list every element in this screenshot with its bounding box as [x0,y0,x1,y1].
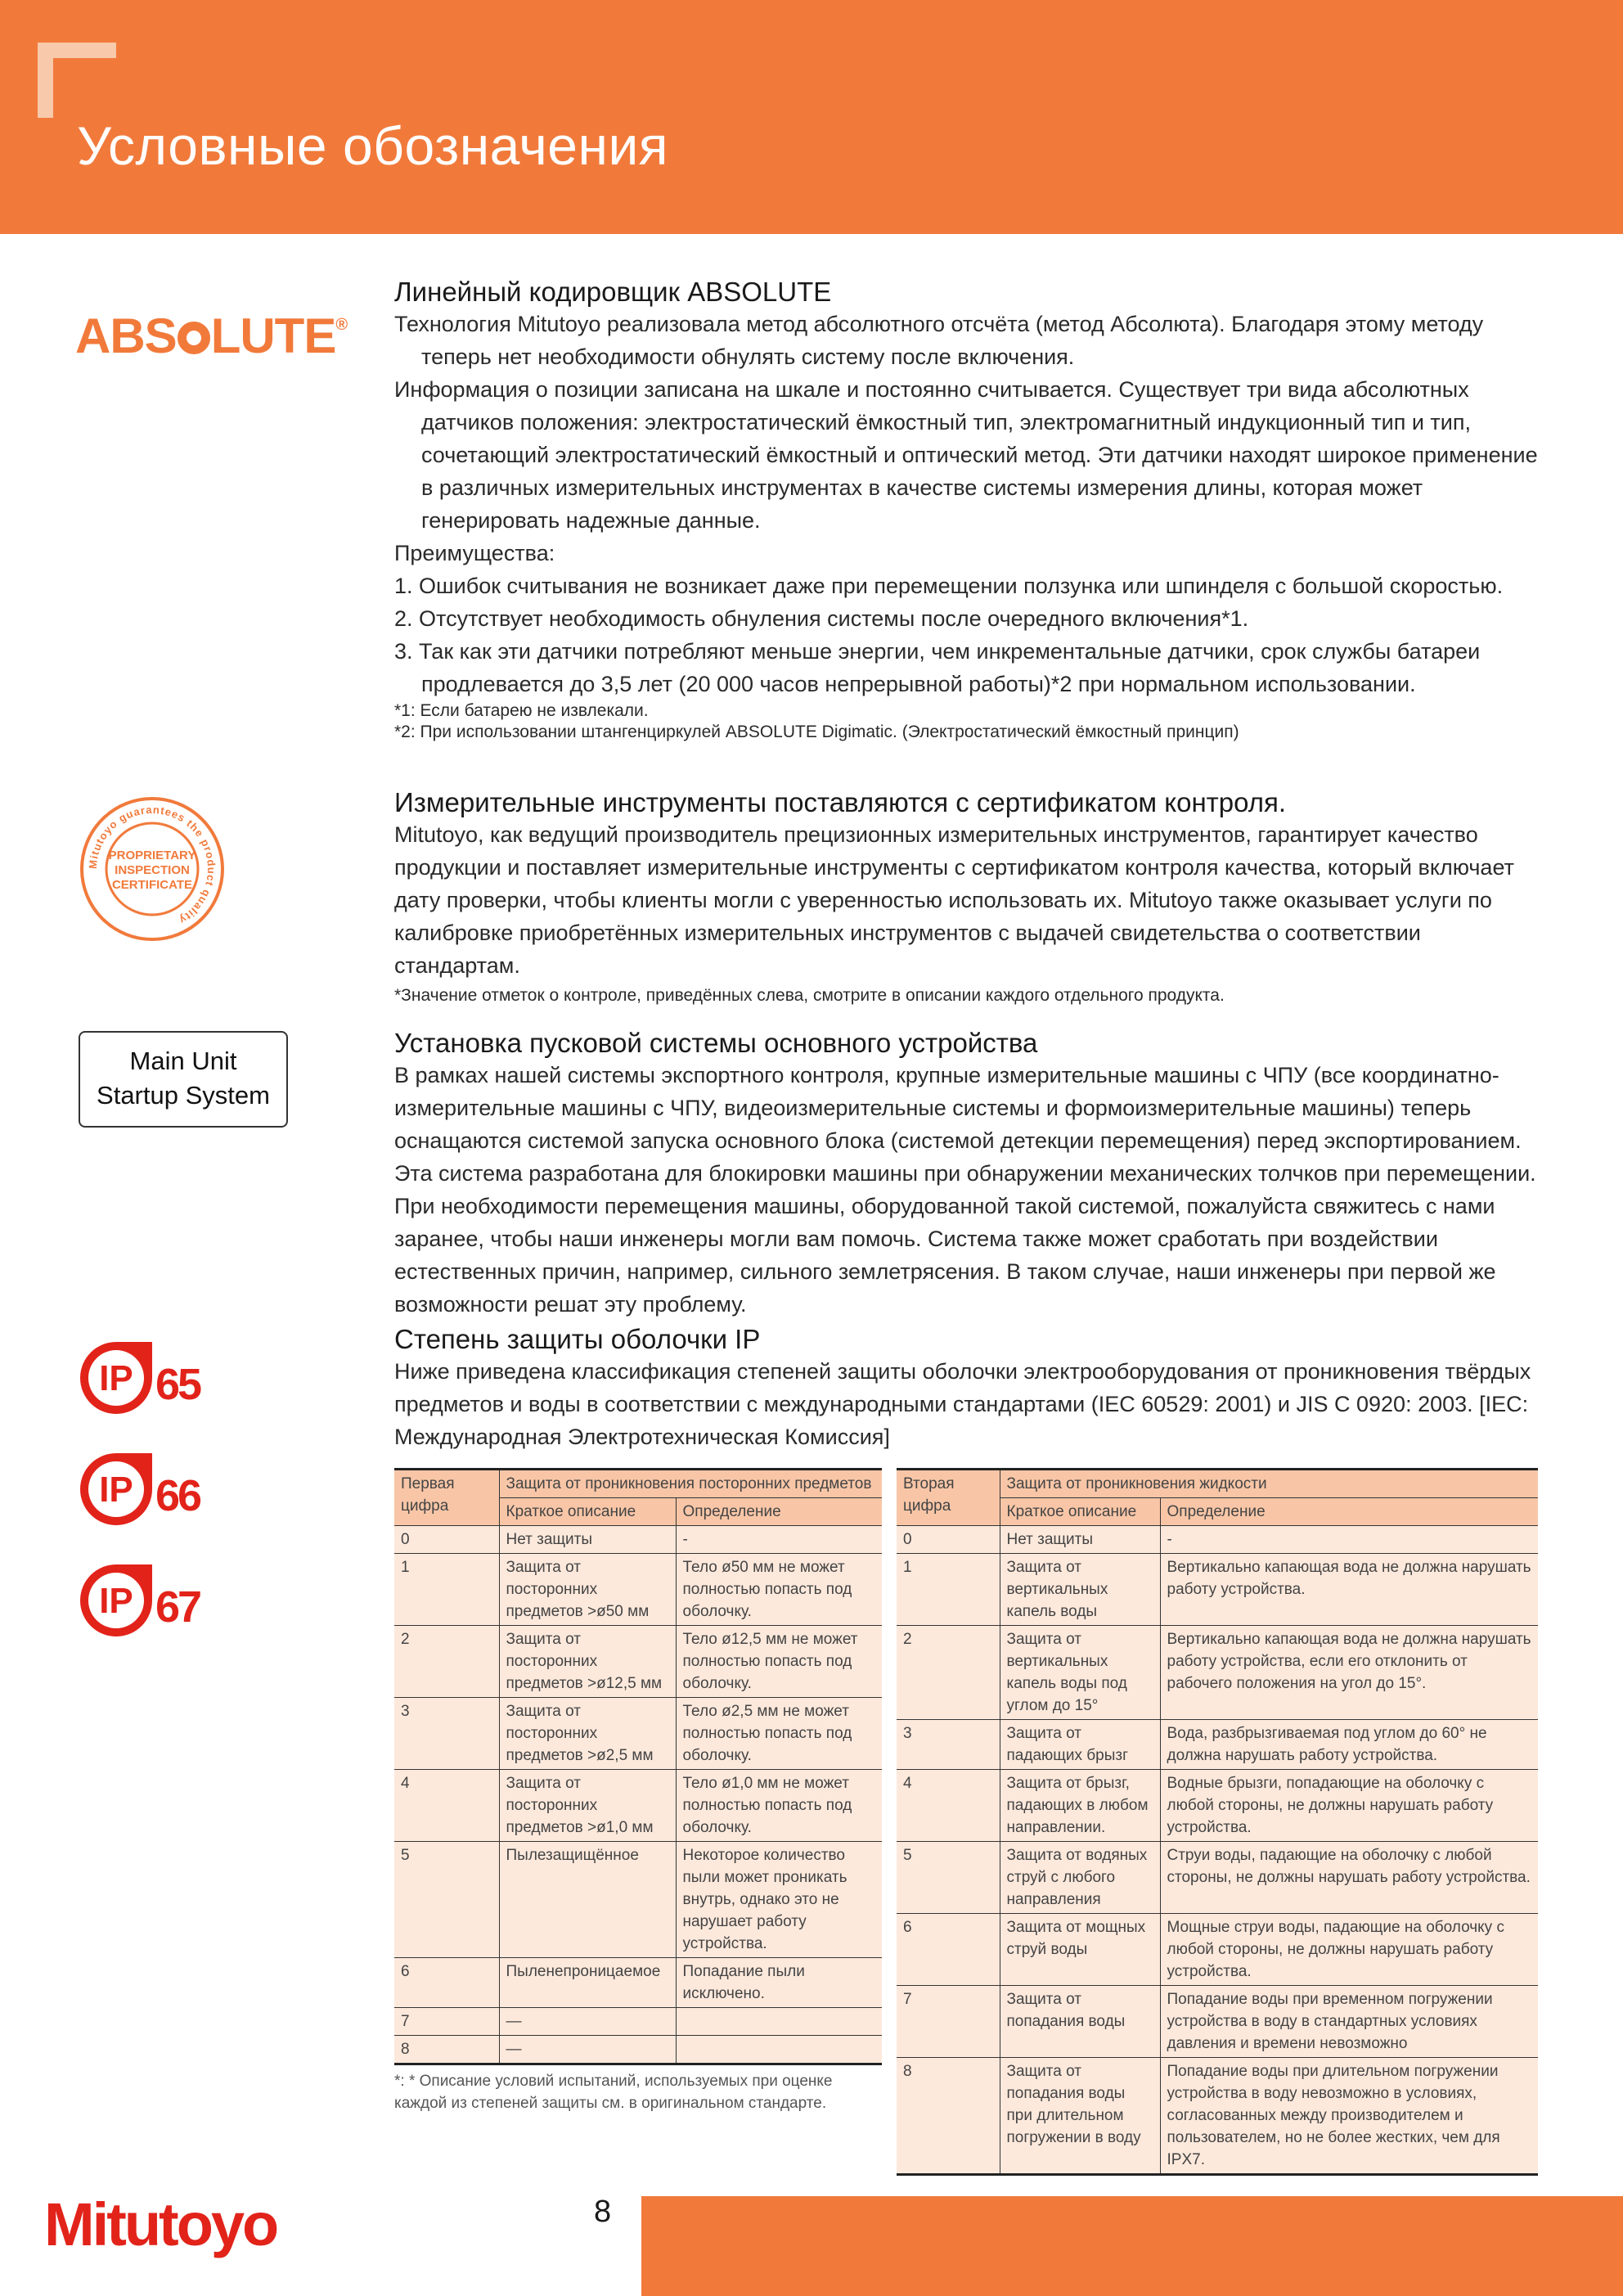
water-col-short-header: Краткое описание [1000,1498,1160,1526]
ip-table-footnote: *: * Описание условий испытаний, используемых при оценке каждой из степеней защиты см. в оригинальном стандарте. [394,2073,833,2112]
water-table-row [897,1720,1538,1770]
solid-cell-short: Защита от посторонних предметов >ø1,0 мм [499,1770,676,1842]
water-cell-digit: 1 [897,1554,1000,1626]
solid-table-row [394,1554,882,1626]
absolute-paragraph-1: Технология Mitutoyo реализовала метод абсолютного отсчёта (метод Абсолюта). Благодаря этому методу теперь нет необходимости обнулять систему после включения. [394,312,1484,369]
ip-badge-prefix: IP [99,1358,133,1398]
startup-badge-line-1: Main Unit [129,1047,237,1075]
solid-col-digit-header: Первая цифра [394,1470,499,1526]
startup-title: Установка пусковой системы основного устройства [394,1028,1038,1058]
ip67-badge-icon [77,1561,216,1640]
svg-text:Mitutoyo guarantees the produc: Mitutoyo guarantees the product quality [86,803,218,927]
water-cell-definition: Попадание воды при длительном погружении устройства в воду невозможно в условиях, согласованных между производителем и пользователем, но не более жестких, чем для IPX7. [1160,2058,1538,2175]
solid-cell-definition: Тело ø2,5 мм не может полностью попасть под оболочку. [676,1698,882,1770]
solid-table-row [394,2036,882,2064]
startup-body: В рамках нашей системы экспортного контроля, крупные измерительные машины с ЧПУ (все координатно-измерительные машины с ЧПУ, видеоизмерительные системы и формоизмерительные машины) теперь оснащаются системой запуска основного блока (системой детекции перемещения) перед экспортированием. Эта система разработана для блокировки машины при обнаружении механических толчков при перемещении. При необходимости перемещения машины, оборудованной такой системой, пожалуйста свяжитесь с нами заранее, чтобы наши инженеры могли вам помочь. Система также может сработать при воздействии естественных причин, например, сильного землетрясения. В таком случае, наши инженеры при первой же возможности решат эту проблему. [394,1063,1536,1317]
main-unit-startup-system-badge [79,1031,288,1128]
water-cell-short: Защита от брызг, падающих в любом направлении. [1000,1770,1160,1842]
advantage-1: 1. Ошибок считывания не возникает даже при перемещении ползунка или шпинделя с большой скоростью. [394,574,1504,598]
solid-table-row [394,1958,882,2008]
water-cell-digit: 4 [897,1770,1000,1842]
page-number: 8 [594,2195,612,2229]
water-cell-definition: Водные брызги, попадающие на оболочку с любой стороны, не должны нарушать работу устройства. [1160,1770,1538,1842]
certificate-title: Измерительные инструменты поставляются с сертификатом контроля. [394,787,1287,817]
solid-cell-definition: Тело ø50 мм не может полностью попасть под оболочку. [676,1554,882,1626]
solid-cell-definition [676,2036,882,2064]
water-cell-short: Защита от водяных струй с любого направления [1000,1842,1160,1914]
solid-cell-digit: 3 [394,1698,499,1770]
water-table-row [897,1914,1538,1986]
solid-col-short-header: Краткое описание [499,1498,676,1526]
solid-cell-short: Пыленепроницаемое [499,1958,676,2008]
water-col-def-header: Определение [1160,1498,1538,1526]
ip-intro: Ниже приведена классификация степеней защиты оболочки электрооборудования от проникновения твёрдых предметов и воды в соответствии с международными стандартами (IEC 60529: 2001) и JIS C 0920: 2003. [IEC: Международная Электротехническая Комиссия] [394,1359,1531,1449]
ip-badge-number: 66 [155,1471,200,1520]
absolute-logo: ABS LUTE® [75,308,348,363]
water-table-row [897,1626,1538,1720]
water-cell-short: Нет защиты [1000,1526,1160,1554]
water-cell-definition: Вода, разбрызгиваемая под углом до 60° не должна нарушать работу устройства. [1160,1720,1538,1770]
solid-table-row [394,2008,882,2036]
solid-cell-short: — [499,2008,676,2036]
solid-cell-digit: 4 [394,1770,499,1842]
advantage-2: 2. Отсутствует необходимость обнуления системы после очередного включения*1. [394,606,1249,631]
absolute-paragraph-2: Информация о позиции записана на шкале и постоянно считывается. Существует три вида абсолютных датчиков положения: электростатический ёмкостный тип, электромагнитный индукционный тип и тип, сочетающий электростатический ёмкостный и оптический метод. Эти датчики находят широкое применение в различных измерительных инструментах в качестве системы измерения длины, которая может генерировать надежные данные. [394,377,1538,533]
solid-cell-short: Защита от посторонних предметов >ø50 мм [499,1554,676,1626]
solid-group-header: Защита от проникновения посторонних предметов [499,1470,882,1498]
solid-cell-definition: Тело ø1,0 мм не может полностью попасть под оболочку. [676,1770,882,1842]
solid-cell-digit: 6 [394,1958,499,2008]
water-cell-definition: Вертикально капающая вода не должна нарушать работу устройства, если его отклонить от рабочего положения на угол до 15°. [1160,1626,1538,1720]
solid-cell-short: Нет защиты [499,1526,676,1554]
water-cell-short: Защита от вертикальных капель воды под углом до 15° [1000,1626,1160,1720]
water-cell-digit: 6 [897,1914,1000,1986]
ip-badge-prefix: IP [99,1470,133,1510]
corner-bracket-decoration [38,43,116,118]
water-table-row [897,1526,1538,1554]
solid-cell-definition: - [676,1526,882,1554]
inspection-certificate-seal-icon [79,795,226,943]
solid-cell-digit: 1 [394,1554,499,1626]
solid-cell-short: Защита от посторонних предметов >ø12,5 мм [499,1626,676,1698]
ip-badge-prefix: IP [99,1581,133,1621]
water-table-row [897,1554,1538,1626]
svg-text:PROPRIETARY: PROPRIETARY [108,849,196,862]
ip65-badge-icon [77,1339,216,1417]
water-cell-digit: 2 [897,1626,1000,1720]
water-cell-digit: 5 [897,1842,1000,1914]
water-cell-short: Защита от попадания воды при длительном погружении в воду [1000,2058,1160,2175]
solid-table-row [394,1626,882,1698]
certificate-section [394,787,1540,1006]
water-cell-digit: 8 [897,2058,1000,2175]
solid-cell-short: — [499,2036,676,2064]
water-cell-definition: Струи воды, падающие на оболочку с любой стороны, не должны нарушать работу устройства. [1160,1842,1538,1914]
absolute-footnote-1: *1: Если батарею не извлекали. [394,701,649,720]
water-cell-definition: - [1160,1526,1538,1554]
water-cell-short: Защита от вертикальных капель воды [1000,1554,1160,1626]
water-cell-digit: 0 [897,1526,1000,1554]
water-cell-short: Защита от падающих брызг [1000,1720,1160,1770]
ip-water-table [897,1468,1538,2176]
startup-badge-line-2: Startup System [97,1081,270,1110]
ip66-badge-icon [77,1450,216,1528]
water-group-header: Защита от проникновения жидкости [1000,1470,1538,1498]
solid-cell-digit: 8 [394,2036,499,2064]
solid-cell-short: Защита от посторонних предметов >ø2,5 мм [499,1698,676,1770]
solid-cell-digit: 2 [394,1626,499,1698]
solid-table-row [394,1770,882,1842]
solid-cell-short: Пылезащищённое [499,1842,676,1958]
water-cell-short: Защита от попадания воды [1000,1986,1160,2058]
absolute-title: Линейный кодировщик ABSOLUTE [394,277,832,307]
solid-cell-definition: Тело ø12,5 мм не может полностью попасть под оболочку. [676,1626,882,1698]
mitutoyo-logo: Mitutoyo [44,2190,277,2258]
water-cell-definition: Мощные струи воды, падающие на оболочку с любой стороны, не должны нарушать работу устройства. [1160,1914,1538,1986]
water-cell-definition: Вертикально капающая вода не должна нарушать работу устройства. [1160,1554,1538,1626]
solid-table-row [394,1698,882,1770]
solid-col-def-header: Определение [676,1498,882,1526]
certificate-note: *Значение отметок о контроле, приведённых слева, смотрите в описании каждого отдельного продукта. [394,986,1225,1005]
water-table-row [897,1842,1538,1914]
solid-cell-digit: 0 [394,1526,499,1554]
water-cell-digit: 7 [897,1986,1000,2058]
solid-table-row [394,1526,882,1554]
ip-solid-table [394,1468,882,2065]
water-table-row [897,2058,1538,2175]
ip-title: Степень защиты оболочки IP [394,1324,761,1354]
absolute-footnote-2: *2: При использовании штангенциркулей ABSOLUTE Digimatic. (Электростатический ёмкостный принцип) [394,723,1239,741]
svg-text:INSPECTION: INSPECTION [115,863,190,877]
advantages-label: Преимущества: [394,541,555,565]
ip-badge-number: 65 [155,1360,200,1409]
ip-section [394,1324,1540,1453]
water-cell-digit: 3 [897,1720,1000,1770]
startup-section [394,1028,1540,1321]
water-col-digit-header: Вторая цифра [897,1470,1000,1526]
solid-cell-definition: Некоторое количество пыли может проникать внутрь, однако это не нарушает работу устройства. [676,1842,882,1958]
footer-bar [641,2196,1623,2296]
page-title: Условные обозначения [77,115,669,177]
absolute-section [394,277,1540,743]
solid-cell-definition: Попадание пыли исключено. [676,1958,882,2008]
svg-text:CERTIFICATE: CERTIFICATE [111,878,193,892]
water-cell-short: Защита от мощных струй воды [1000,1914,1160,1986]
water-cell-definition: Попадание воды при временном погружении устройства в воду в стандартных условиях давления и времени невозможно [1160,1986,1538,2058]
certificate-body: Mitutoyo, как ведущий производитель прецизионных измерительных инструментов, гарантирует качество продукции и поставляет измерительные инструменты с сертификатом контроля качества, который включает дату проверки, чтобы клиенты могли с уверенностью использовать их. Mitutoyo также оказывает услуги по калибровке приобретённых измерительных инструментов с выдачей свидетельства о соответствии стандартам. [394,822,1514,978]
solid-cell-digit: 5 [394,1842,499,1958]
water-table-row [897,1770,1538,1842]
solid-table-row [394,1842,882,1958]
advantage-3: 3. Так как эти датчики потребляют меньше энергии, чем инкрементальные датчики, срок службы батареи продлевается до 3,5 лет (20 000 часов непрерывной работы)*2 при нормальном использовании. [394,639,1481,696]
water-table-row [897,1986,1538,2058]
solid-cell-definition [676,2008,882,2036]
solid-cell-digit: 7 [394,2008,499,2036]
ip-badge-number: 67 [155,1582,200,1632]
